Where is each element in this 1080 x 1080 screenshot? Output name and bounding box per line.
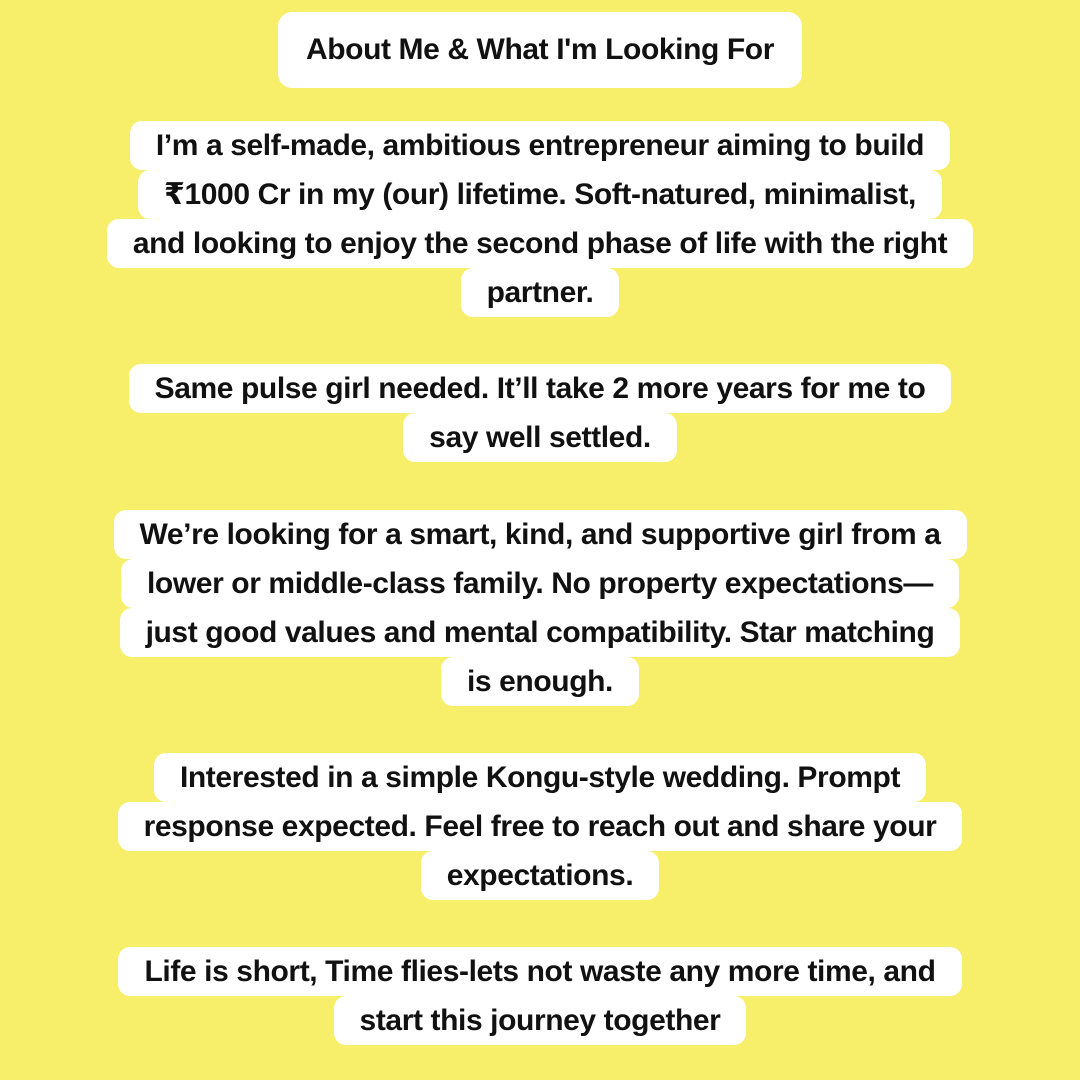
page-title: About Me & What I'm Looking For [278,12,802,88]
closing-paragraph [0,947,1080,1045]
text-line: say well settled. [403,413,677,462]
text-line: lower or middle-class family. No property expectations— [121,559,959,608]
text-line: expectations. [421,851,660,900]
text-line: partner. [461,268,620,317]
text-line: Interested in a simple Kongu-style wedding. Prompt [154,753,926,802]
text-line: ₹1000 Cr in my (our) lifetime. Soft-natured, minimalist, [138,170,942,219]
text-line: is enough. [441,657,639,706]
text-line: We’re looking for a smart, kind, and supportive girl from a [114,510,967,559]
text-line: Same pulse girl needed. It’ll take 2 more years for me to [129,364,952,413]
wedding-paragraph [0,753,1080,900]
title-block [0,12,1080,88]
text-line: and looking to enjoy the second phase of life with the right [107,219,973,268]
about-paragraph [0,121,1080,317]
text-line: I’m a self-made, ambitious entrepreneur aiming to build [130,121,950,170]
text-line: just good values and mental compatibility. Star matching [120,608,961,657]
text-line: Life is short, Time flies-lets not waste any more time, and [118,947,961,996]
text-line: start this journey together [334,996,747,1045]
text-line: response expected. Feel free to reach out and share your [118,802,963,851]
looking-for-paragraph [0,510,1080,706]
settling-paragraph [0,364,1080,462]
